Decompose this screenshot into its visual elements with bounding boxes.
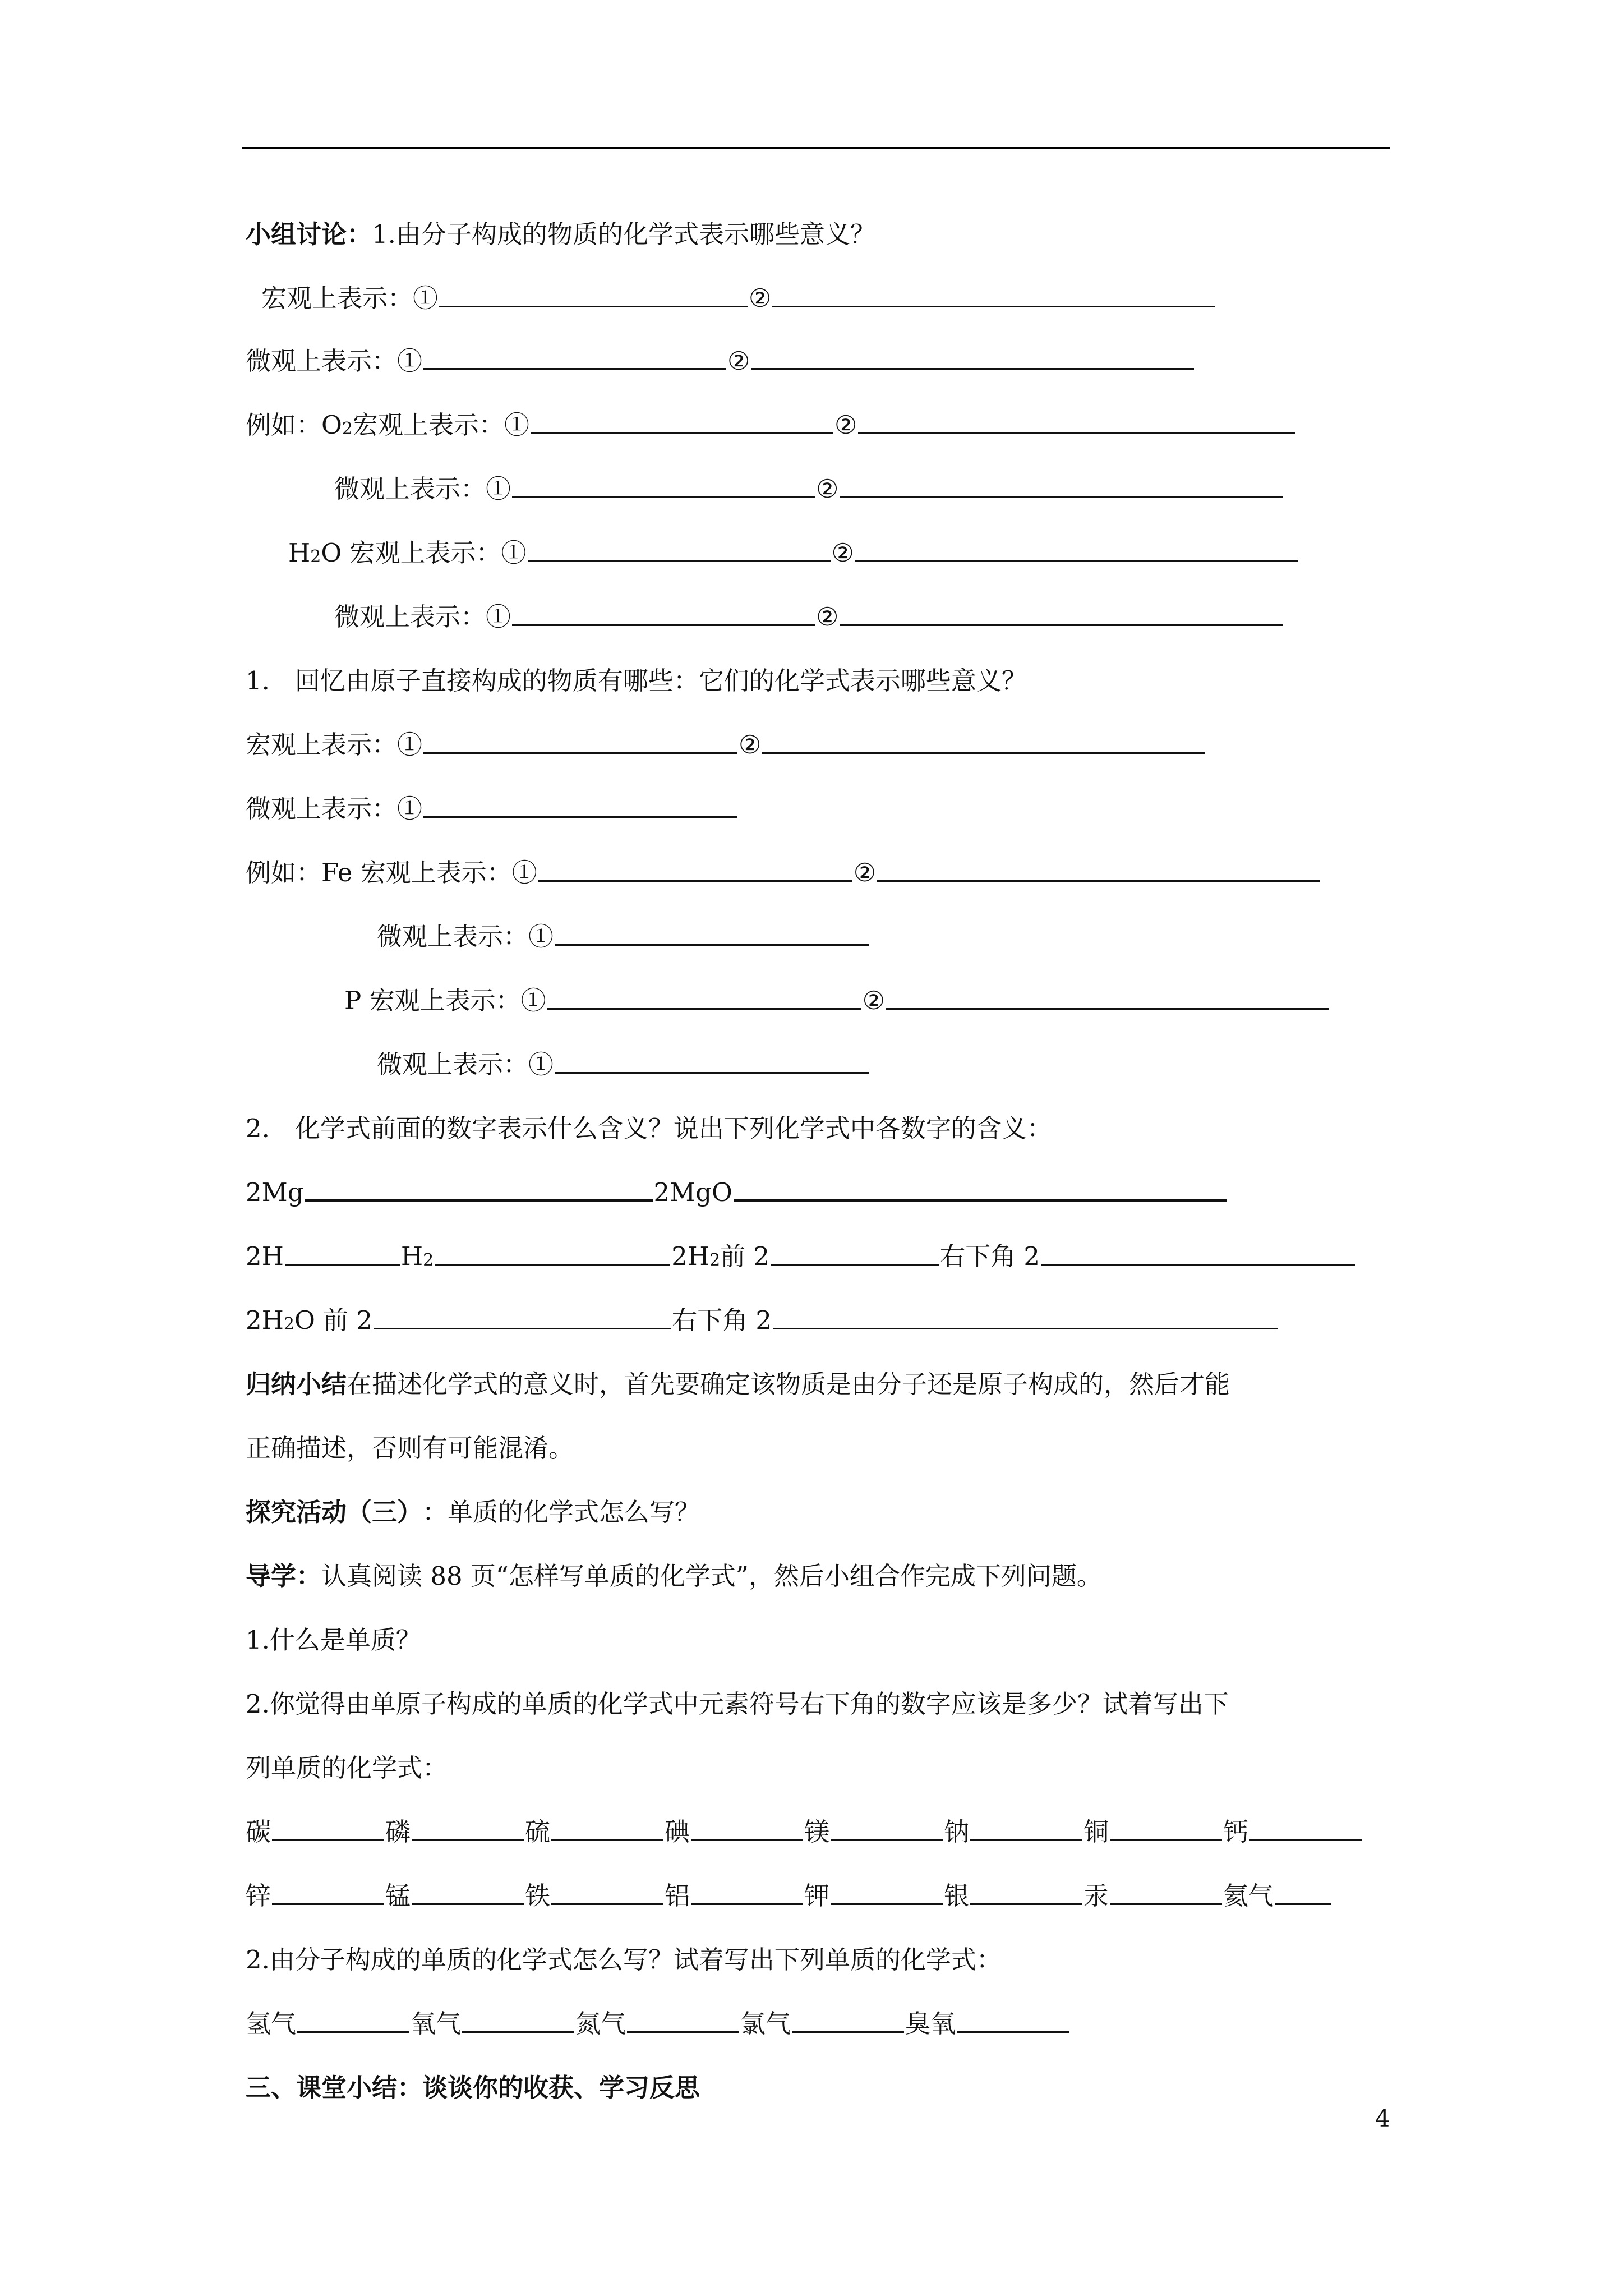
summary-line-2: 正确描述，否则有可能混淆。 (246, 1433, 574, 1463)
answer-blank[interactable] (886, 1008, 1329, 1010)
h2o-macro-line: H 2 O 宏观上表示：① ② (288, 498, 1299, 565)
numbers-question: 2. 化学式前面的数字表示什么含义？说出下列化学式中各数字的含义： (246, 1114, 1052, 1143)
answer-blank[interactable] (792, 2031, 904, 2033)
o2-macro-line: 例如： O 2 宏观上表示：① ② (246, 370, 1297, 438)
question-simple: 1.什么是单质？ (246, 1625, 421, 1655)
p-macro-line: P 宏观上表示：① ② (344, 946, 1330, 1013)
elements-row-2: 锌 锰 铁 铝 钾 银 汞 氦气 (246, 1841, 1332, 1908)
question-molecular: 2.由分子构成的单质的化学式怎么写？试着写出下列单质的化学式： (246, 1945, 1002, 1975)
guide-line: 导学： 认真阅读 88 页“怎样写单质的化学式”，然后小组合作完成下列问题。 (246, 1561, 1102, 1591)
question-atomic-2: 列单质的化学式： (246, 1753, 448, 1783)
mg-line: 2Mg 2MgO (246, 1138, 1228, 1205)
answer-blank[interactable] (877, 880, 1320, 882)
p-micro-line: 微观上表示：① (377, 1010, 870, 1077)
molecule-macro-line: 宏观上表示：① ② (261, 243, 1216, 311)
answer-blank[interactable] (762, 752, 1205, 754)
molecule-micro-line: 微观上表示：① ② (246, 306, 1195, 374)
atom-micro-line: 微观上表示：① (246, 754, 739, 821)
atom-macro-line: 宏观上表示：① ② (246, 690, 1206, 757)
fe-macro-line: 例如：Fe 宏观上表示：① ② (246, 818, 1321, 885)
summary-line-1: 归纳小结 在描述化学式的意义时，首先要确定该物质是由分子还是原子构成的，然后才能 (246, 1369, 1230, 1399)
o2-micro-line: 微观上表示：① ② (334, 434, 1284, 501)
activity-heading: 探究活动（三） ：单质的化学式怎么写？ (246, 1497, 700, 1527)
hydrogen-line: 2H H 2 2H 2 前 2 右下角 2 (246, 1202, 1356, 1269)
class-summary-heading: 三、课堂小结：谈谈你的收获、学习反思 (246, 2073, 700, 2102)
page-number: 4 (1375, 2105, 1390, 2132)
h2o-number-line: 2H 2 O 前 2 右下角 2 (246, 1266, 1279, 1333)
answer-blank[interactable] (957, 2031, 1069, 2033)
question-atomic-1: 2.你觉得由单原子构成的单质的化学式中元素符号右下角的数字应该是多少？试着写出下 (246, 1689, 1229, 1719)
elements-row-1: 碳 磷 硫 碘 镁 钠 铜 钙 (246, 1777, 1363, 1844)
header-rule (242, 147, 1390, 149)
atom-question: 1. 回忆由原子直接构成的物质有哪些：它们的化学式表示哪些意义？ (246, 666, 1027, 696)
discussion-heading: 小组讨论： 1.由分子构成的物质的化学式表示哪些意义？ (246, 219, 875, 249)
molecular-row: 氢气 氧气 氮气 氯气 臭氧 (246, 1969, 1070, 2036)
answer-blank[interactable] (1275, 1903, 1331, 1905)
h2o-micro-line: 微观上表示：① ② (334, 562, 1284, 629)
fe-micro-line: 微观上表示：① (377, 882, 870, 949)
answer-blank[interactable] (1110, 1903, 1222, 1905)
